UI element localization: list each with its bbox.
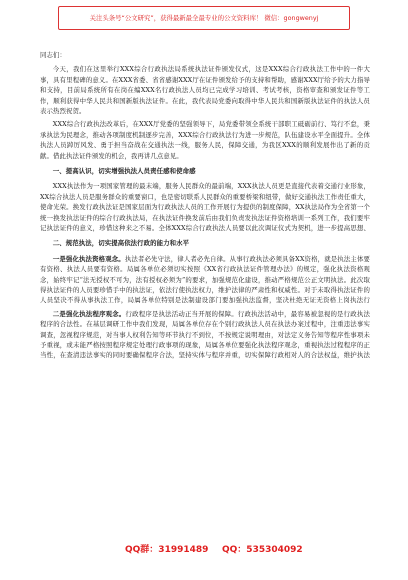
paragraph-procedure (40, 309, 370, 361)
qq-group-number: QQ群：31991489 (125, 545, 209, 555)
point-text-qualification: 执法者必先守法，律人者必先自律。从事行政执法必须具备XX资格，就是执法主体要有资格、执法人员要有资格。局属各单位必须切实按照《XX省行政执法证件管理办法》的规定，强化执法资格观念，始终牢记“法无授权不可为，法有授权必须为”的要求，加强规范化建设，推动严格规范公正文明执法。此次取得执法证件的人员要珍惜手中的执法证，依法行使执法权力，维护法律的严肃性和权威性。对于未取得执法证件的人员坚决不得从事执法工作，局属各单位特别是法制建设部门要加强执法监督，坚决杜绝无证无资格上岗执法行 (40, 254, 370, 305)
contact-footer (0, 540, 408, 560)
paragraph-reform: XXX综合行政执法改革后，在XXX厅党委的坚强领导下，局党委带领全系统干部职工砥砺前行、笃行不怠，秉承执法为民理念，推动各项制度机制逐步完善，XXX综合行政执法行为进一步规范，队伍建设水平全面提升。全体执法人员踔厉风发、勇于担当奋战在交通执法一线，服务人民，保障交通，为我区XXX的顺利发展作出了新的贡献。借此执法证件颁发的机会，我再讲几点意见。 (40, 120, 370, 160)
paragraph-qualification (40, 254, 370, 306)
qq-number: QQ：535304092 (222, 545, 303, 555)
greeting: 同志们： (40, 51, 66, 59)
section-heading-2: 二、规范执法，切实提高依法行政的能力和水平 (52, 239, 190, 248)
point-lead-procedure: 二是强化执法程序观念。 (52, 309, 126, 318)
promo-banner (58, 6, 350, 30)
point-text-procedure: 行政程序是执法活动正当开展的保障。行政执法活动中，最容易被忽视的是行政执法程序的合法性。在基层调研工作中我们发现，局属各单位存在个别行政执法人员在执法办案过程中，注重违法事实调查，忽视程序规范，对当事人权利告知等环节执行不到位，不按规定说明理由，对法定义务告知等程序性事项未予重视，或未能严格按照程序规定处理行政事项的现象，局属各单位要强化执法程序观念，重视执法过程程序的正当性，在查清违法事实的同时要确保程序合法，坚持实体与程序并重，切实保障行政相对人的合法权益，维护执法 (40, 309, 370, 360)
speech-body (40, 50, 370, 364)
point-lead-qualification: 一是强化执法资格观念。 (52, 254, 125, 263)
paragraph-opening: 今天，我们在这里举行XXX综合行政执法局系统执法证件颁发仪式，这是XXX综合行政执法工作中的一件大事，具有里程碑的意义。在XXX省委、省省感谢XXX厅在证件颁发给予的支持和帮助，感谢XXX厅给予的大力指导和支持，目前局系统所有在岗在编XXX名行政执法人员均已完成学习培训、考试考核，资格审查和颁发证件等工作，顺利获得中华人民共和国新版执法证件。在此，我代表局党委向取得中华人民共和国新版执法证件的执法人员表示热烈祝贺。 (40, 65, 370, 116)
paragraph-awareness: XXX执法作为一项国家管理的最末端，服务人民群众的最前端，XXX执法人员更是直接代表着交通行业形象，XX综合执法人员是服务群众的重要窗口，也是密切联系人民群众的重要桥梁和纽带，做好交通执法工作责任重大，使命光荣。换发行政执法证是国家层面为行政执法人员的工作开展行为提供的制度保障，XX执法局作为全省第一个统一换发执法证件的综合行政执法局，在执法证件换发前后由我们负责发执法证件资格培训一系列工作，我们要牢记执法证件的意义，珍惜这种来之不易。全体XXX综合行政执法人员要以此次调证仪式为契机，进一步提高思想、 (40, 182, 370, 233)
banner-text: 关注头条号“公文研究”，获得最新最全最专业的公文资料库！ 微信：gongwenyj (89, 14, 319, 22)
section-heading-1: 一、提高认识，切实增强执法人员责任感和使命感 (52, 167, 196, 176)
